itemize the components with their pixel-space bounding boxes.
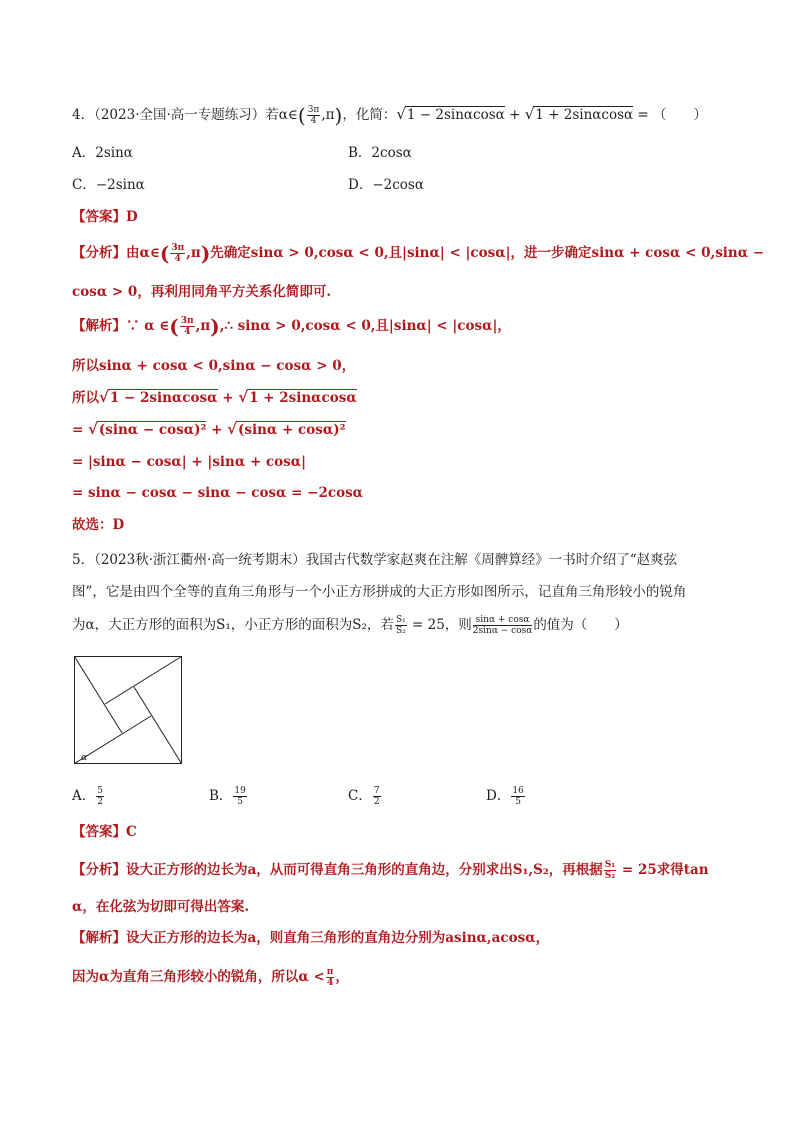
q4-stem bbox=[72, 104, 707, 126]
q4-option-a: A．2sinα bbox=[72, 145, 133, 161]
solution-text: ,∴ sinα > 0,cosα < 0,且|sinα| < |cosα|， bbox=[219, 318, 511, 334]
stem-text: = 25，则 bbox=[407, 617, 472, 633]
alpha-label: α bbox=[81, 753, 88, 763]
left-paren: ( bbox=[159, 241, 170, 266]
q5-solution-line1 bbox=[72, 928, 549, 948]
q4-solution-line4 bbox=[72, 419, 346, 440]
analysis-fraction bbox=[170, 243, 185, 264]
plus: + bbox=[504, 107, 525, 123]
solution-fraction bbox=[180, 316, 195, 337]
right-paren: ) bbox=[200, 241, 211, 266]
option-letter: C． bbox=[348, 788, 372, 804]
interval-tail: ,π bbox=[321, 107, 335, 123]
q4-solution-line6: = sinα − cosα − sinα − cosα = −2cosα bbox=[72, 485, 364, 501]
option-fraction bbox=[96, 786, 104, 807]
frac-den: 4 bbox=[310, 116, 317, 126]
frac-den: S₂ bbox=[395, 626, 406, 636]
right-paren: ) bbox=[334, 103, 343, 128]
frac-den: 4 bbox=[174, 254, 181, 264]
q4-answer bbox=[72, 207, 138, 227]
inner-lines bbox=[75, 657, 182, 764]
analysis-text: 由α∈ bbox=[126, 245, 160, 261]
solution-text: ∵ α ∈ bbox=[126, 318, 170, 334]
interval-tail: ,π bbox=[186, 245, 201, 261]
q5-stem-line1: 5．（2023秋·浙江衢州·高一统考期末）我国古代数学家赵爽在注解《周髀算经》一书时介绍了“赵爽弦 bbox=[72, 552, 678, 568]
q4-stem-text: 4．（2023·全国·高一专题练习）若α∈ bbox=[72, 107, 298, 123]
plus: + bbox=[217, 390, 239, 406]
answer-value: C bbox=[126, 824, 137, 840]
solution-prefix: 所以 bbox=[72, 390, 99, 406]
solution-tag: 【解析】 bbox=[72, 930, 126, 946]
solution-text: 因为α为直角三角形较小的锐角，所以α < bbox=[72, 969, 325, 985]
stem-text: 为α，大正方形的面积为S₁，小正方形的面积为S₂，若 bbox=[72, 617, 394, 633]
q5-option-c bbox=[348, 786, 382, 807]
ratio-fraction bbox=[395, 615, 407, 636]
sqrt-symbol: √ bbox=[88, 420, 98, 438]
frac-den: 4 bbox=[326, 978, 334, 988]
frac-den: 4 bbox=[184, 327, 191, 337]
q4-option-b: B．2cosα bbox=[348, 145, 412, 161]
q4-solution-line5: = |sinα − cosα| + |sinα + cosα| bbox=[72, 454, 307, 470]
frac-den: 5 bbox=[237, 797, 244, 807]
stem-text: 的值为（ ） bbox=[533, 617, 628, 633]
option-fraction bbox=[373, 786, 381, 807]
plus: + bbox=[206, 422, 228, 438]
analysis-text: 设大正方形的边长为a，从而可得直角三角形的直角边，分别求出S₁,S₂，再根据 bbox=[126, 862, 603, 878]
frac-num: 3π bbox=[171, 243, 185, 253]
frac-num: π bbox=[326, 967, 334, 977]
pi-over-4-fraction bbox=[326, 967, 335, 988]
q4-analysis-line1 bbox=[72, 243, 764, 264]
answer-tag: 【答案】 bbox=[72, 209, 126, 225]
q5-analysis-line1 bbox=[72, 860, 709, 881]
frac-num: 7 bbox=[373, 786, 380, 796]
q5-answer bbox=[72, 822, 137, 842]
q4-final-choice: 故选：D bbox=[72, 517, 125, 533]
sqrt-symbol: √ bbox=[99, 388, 109, 406]
frac-den: 2sinα − cosα bbox=[472, 626, 533, 636]
q5-option-a bbox=[72, 786, 105, 807]
q5-stem-line3 bbox=[72, 615, 628, 636]
frac-den: 2 bbox=[373, 797, 380, 807]
q4-solution-line3 bbox=[72, 387, 357, 408]
option-fraction bbox=[233, 786, 246, 807]
option-letter: D． bbox=[486, 788, 511, 804]
option-letter: A． bbox=[72, 788, 96, 804]
analysis-text: 先确定sinα > 0,cosα < 0,且|sinα| < |cosα|，进一步确定sinα + cosα < 0,sinα − bbox=[210, 245, 765, 261]
equals: = bbox=[72, 422, 89, 438]
frac-den: 2 bbox=[97, 797, 103, 807]
solution-tag: 【解析】 bbox=[72, 318, 126, 334]
solution-text: ， bbox=[335, 969, 349, 985]
q4-analysis-line2: cosα > 0，再利用同角平方关系化简即可. bbox=[72, 284, 332, 300]
frac-den: S₂ bbox=[604, 871, 616, 881]
analysis-tag: 【分析】 bbox=[72, 862, 126, 878]
option-letter: B． bbox=[209, 788, 233, 804]
sqrt-symbol: √ bbox=[396, 105, 406, 123]
q4-option-d: D．−2cosα bbox=[348, 177, 424, 193]
q4-solution-line2: 所以sinα + cosα < 0,sinα − cosα > 0， bbox=[72, 358, 356, 374]
frac-num: S₁ bbox=[395, 615, 406, 625]
expression-fraction bbox=[473, 615, 533, 636]
answer-value: D bbox=[126, 209, 138, 225]
analysis-text: = 25求得tan bbox=[617, 862, 709, 878]
sqrt-symbol: √ bbox=[524, 105, 535, 123]
sqrt-symbol: √ bbox=[227, 420, 237, 438]
frac-num: 19 bbox=[234, 786, 246, 796]
q5-analysis-line2: α，在化弦为切即可得出答案. bbox=[72, 899, 250, 915]
frac-num: 5 bbox=[97, 786, 103, 796]
frac-den: 5 bbox=[515, 797, 521, 807]
frac-num: S₁ bbox=[604, 860, 616, 870]
sqrt-symbol: √ bbox=[238, 388, 249, 406]
q4-option-c: C．−2sinα bbox=[72, 177, 145, 193]
q5-solution-line2 bbox=[72, 967, 349, 988]
q4-stem-end: = （ ） bbox=[633, 107, 708, 123]
frac-num: 3π bbox=[180, 316, 194, 326]
solution-text: 设大正方形的边长为a，则直角三角形的直角边分别为asinα,acosα， bbox=[126, 930, 550, 946]
sqrt-expr: (sinα + cosα)² bbox=[238, 422, 346, 438]
q5-stem-line2: 图”，它是由四个全等的直角三角形与一个小正方形拼成的大正方形如图所示，记直角三角形较小的锐角 bbox=[72, 584, 687, 600]
frac-num: sinα + cosα bbox=[473, 615, 533, 626]
left-paren: ( bbox=[297, 103, 306, 128]
outer-square bbox=[75, 657, 182, 764]
q4-expr-b: 1 + 2sinαcosα bbox=[535, 107, 634, 123]
q4-stem-mid: ，化简： bbox=[342, 107, 397, 123]
q5-option-d bbox=[486, 786, 526, 807]
q4-interval-fraction bbox=[307, 105, 321, 126]
right-paren: ) bbox=[210, 314, 220, 339]
q5-option-b bbox=[209, 786, 248, 807]
sqrt-expr: 1 − 2sinαcosα bbox=[109, 390, 218, 406]
answer-tag: 【答案】 bbox=[72, 824, 126, 840]
sqrt-expr: (sinα − cosα)² bbox=[98, 422, 207, 438]
q4-expr-a: 1 − 2sinαcosα bbox=[406, 107, 505, 123]
analysis-tag: 【分析】 bbox=[72, 245, 126, 261]
frac-num: 3π bbox=[307, 105, 320, 115]
zhao-shuang-chord-diagram bbox=[74, 656, 182, 764]
frac-num: 16 bbox=[512, 786, 524, 796]
ratio-fraction bbox=[604, 860, 616, 881]
sqrt-expr: 1 + 2sinαcosα bbox=[249, 390, 357, 406]
left-paren: ( bbox=[169, 314, 179, 339]
option-fraction bbox=[511, 786, 524, 807]
interval-tail: ,π bbox=[195, 318, 211, 334]
q4-solution-line1 bbox=[72, 316, 511, 337]
